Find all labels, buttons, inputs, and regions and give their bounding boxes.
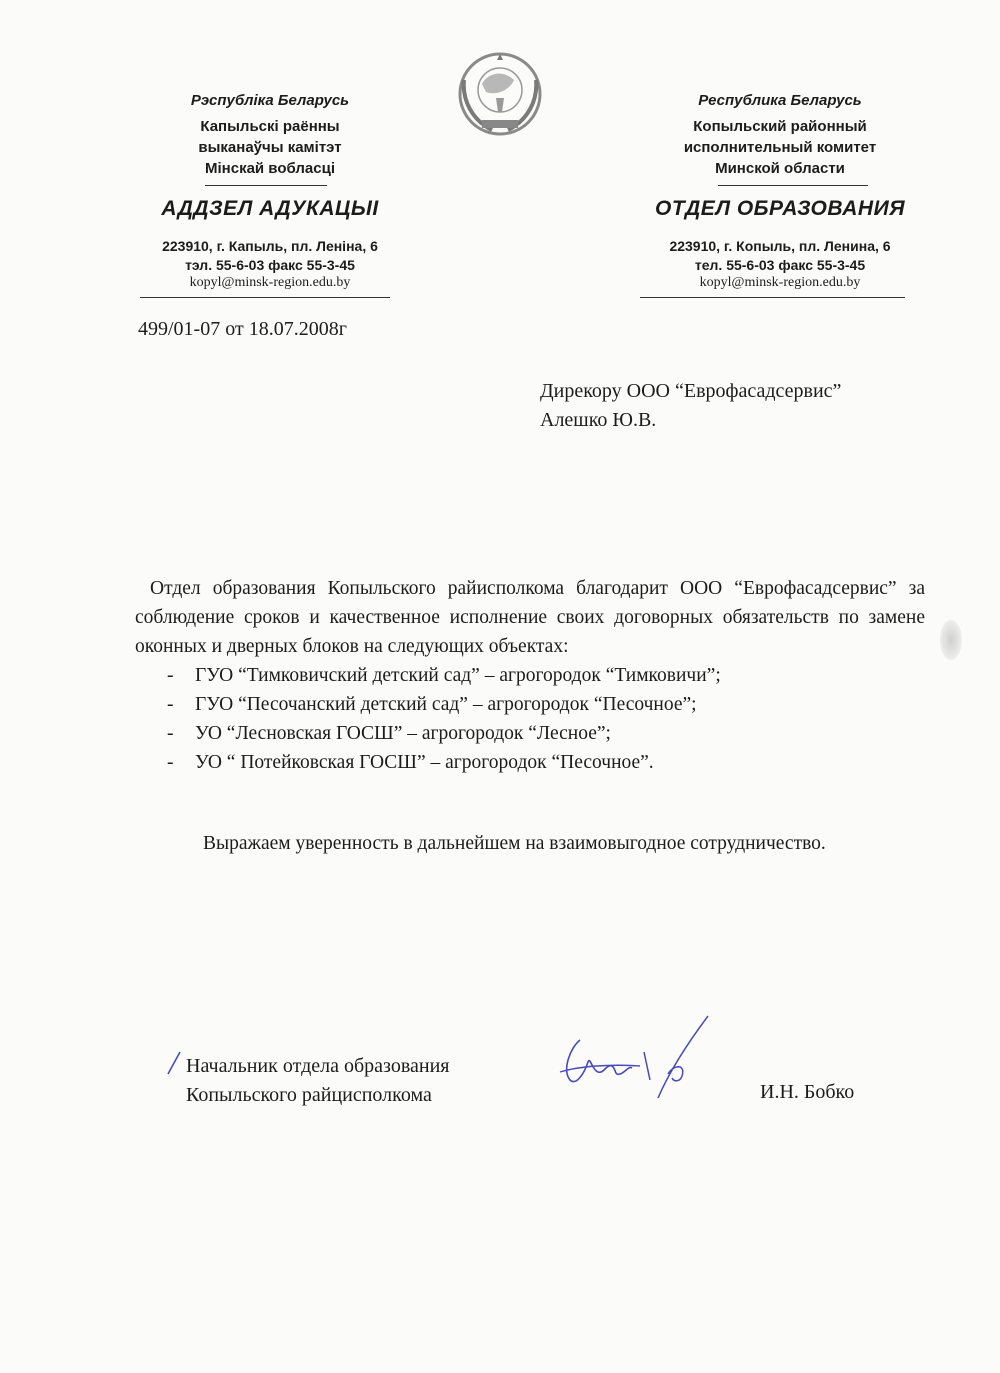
org-line: Мінскай вобласці [205, 160, 335, 177]
divider [640, 297, 905, 298]
reference-number: 499/01-07 от 18.07.2008г [138, 318, 347, 340]
header-left [120, 92, 420, 179]
recipient-block [540, 377, 841, 435]
department-title: АДДЗЕЛ АДУКАЦЫІ [161, 197, 379, 220]
email-line: kopyl@minsk-region.edu.by [189, 275, 351, 290]
address-right [615, 237, 945, 291]
department-right-wrap [615, 197, 945, 221]
recipient-line: Дирекору ООО “Еврофасадсервис” [540, 380, 842, 402]
body-paragraph: Отдел образования Копыльского райисполкома благодарит ООО “Еврофасадсервис” за соблюдение сроков и качественное исполнение своих договорных обязательств по замене оконных и дверных блоков на следующих объектах: [135, 578, 925, 657]
list-item: - УО “Лесновская ГОСШ” – агрогородок “Лесное”; [135, 719, 925, 748]
org-line: Минской области [715, 160, 845, 177]
department-left-wrap [120, 197, 420, 221]
objects-list [135, 661, 925, 777]
republic-label: Республика Беларусь [698, 92, 862, 109]
address-line: 223910, г. Капыль, пл. Леніна, 6 [162, 238, 378, 254]
phone-line: тел. 55-6-03 факс 55-3-45 [694, 257, 866, 273]
org-line: Капыльскі раённы [200, 118, 340, 135]
list-item: - ГУО “Песочанский детский сад” – агрогородок “Песочное”; [135, 690, 925, 719]
address-left [120, 237, 420, 291]
closing-paragraph: Выражаем уверенность в дальнейшем на взаимовыгодное сотрудничество. [203, 833, 826, 854]
org-line: Копыльский районный [693, 118, 867, 135]
address-line: 223910, г. Копыль, пл. Ленина, 6 [669, 238, 891, 254]
state-emblem-icon [452, 50, 548, 140]
divider [140, 297, 390, 298]
signatory-title-line: Начальник отдела образования [186, 1055, 450, 1077]
signatory-title-line: Копыльского райцисполкома [186, 1084, 432, 1106]
department-title: ОТДЕЛ ОБРАЗОВАНИЯ [654, 197, 906, 220]
closing-block [135, 829, 925, 858]
header-right [615, 92, 945, 179]
letter-body [135, 574, 925, 777]
scan-smudge [940, 620, 962, 660]
list-item: - УО “ Потейковская ГОСШ” – агрогородок “Песочное”. [135, 748, 925, 777]
org-line: исполнительный комитет [683, 139, 877, 156]
signatory-title [186, 1052, 449, 1110]
email-line: kopyl@minsk-region.edu.by [699, 275, 861, 290]
divider [718, 185, 868, 186]
handwritten-signature-icon [540, 1010, 720, 1100]
signatory-name: И.Н. Бобко [760, 1081, 855, 1103]
republic-label: Рэспубліка Беларусь [190, 92, 350, 109]
recipient-name: Алешко Ю.В. [540, 409, 657, 431]
list-item: - ГУО “Тимковичский детский сад” – агрогородок “Тимковичи”; [135, 661, 925, 690]
divider [205, 185, 327, 186]
org-line: выканаўчы камітэт [198, 139, 342, 156]
phone-line: тэл. 55-6-03 факс 55-3-45 [185, 257, 355, 273]
